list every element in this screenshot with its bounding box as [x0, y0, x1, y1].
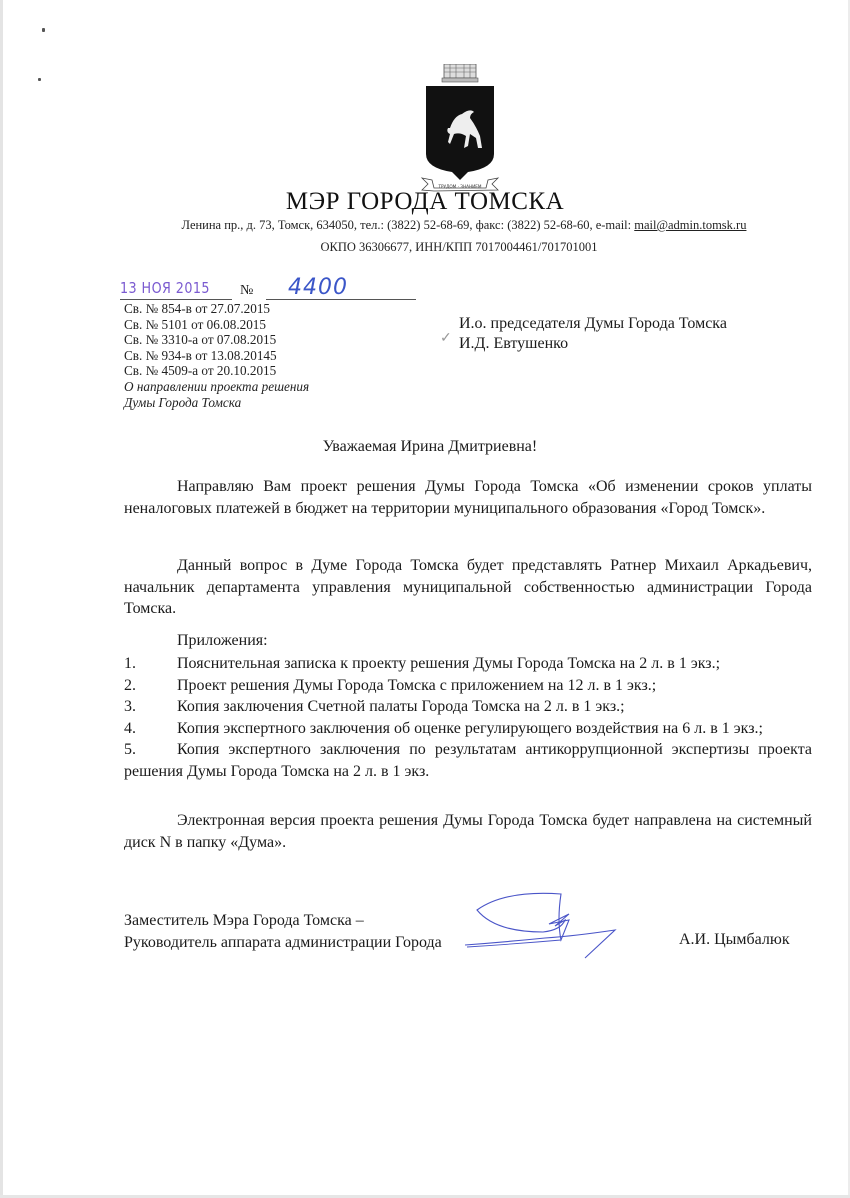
header-address — [0, 218, 850, 233]
number-underline — [266, 299, 416, 300]
attachment-number: 1. — [124, 655, 136, 672]
paragraph-text: Направляю Вам проект решения Думы Города Томска «Об изменении сроков уплаты неналоговых платежей в бюджет на территории муниципального образования «Город Томск». — [124, 478, 812, 517]
svg-text:ТРУДОМ · ЗНАНИЕМ: ТРУДОМ · ЗНАНИЕМ — [438, 184, 482, 189]
body-paragraph-1 — [124, 476, 812, 519]
reference-item: Св. № 934-в от 13.08.20145 — [124, 347, 277, 363]
attachment-text: Копия экспертного заключения по результатам антикоррупционной экспертизы проекта решения Думы Города Томска на 2 л. в 1 экз. — [124, 741, 812, 780]
attachment-item — [124, 696, 812, 718]
registration-line — [120, 275, 410, 301]
attachment-item — [124, 718, 812, 740]
scan-speck — [38, 78, 41, 81]
attachment-number: 3. — [124, 698, 136, 715]
attachments-title: Приложения: — [177, 632, 268, 649]
attachment-text: Пояснительная записка к проекту решения Думы Города Томска на 2 л. в 1 экз.; — [177, 655, 721, 672]
attachments-list — [124, 653, 812, 782]
references-block — [124, 301, 309, 410]
body-paragraph-3 — [124, 810, 812, 853]
addressee-name: И.Д. Евтушенко — [459, 335, 569, 352]
attachment-item — [124, 675, 812, 697]
crown-icon — [442, 64, 478, 82]
address-text: Ленина пр., д. 73, Томск, 634050, тел.: (3822) 52-68-69, факс: (3822) 52-68-60, e-mail: — [181, 218, 635, 232]
scan-speck — [42, 28, 45, 32]
body-paragraph-2 — [124, 555, 812, 620]
attachment-text: Проект решения Думы Города Томска с приложением на 12 л. в 1 экз.; — [177, 676, 657, 694]
paragraph-text: Электронная версия проекта решения Думы Города Томска будет направлена на системный диск N в папку «Дума». — [124, 812, 812, 851]
attachment-item — [124, 739, 812, 782]
subject-line: О направлении проекта решения — [124, 378, 310, 394]
reference-item: Св. № 4509-а от 20.10.2015 — [124, 363, 277, 379]
date-underline — [120, 299, 232, 300]
document-header-title: МЭР ГОРОДА ТОМСКА — [285, 188, 565, 215]
attachment-text: Копия экспертного заключения об оценке регулирующего воздействия на 6 л. в 1 экз.; — [177, 719, 763, 737]
date-stamp: 13 НОЯ 2015 — [120, 279, 210, 297]
signatory-name: А.И. Цымбалюк — [679, 931, 790, 948]
signatory-position-line: Заместитель Мэра Города Томска – — [124, 912, 364, 929]
paragraph-text: Данный вопрос в Думе Города Томска будет представлять Ратнер Михаил Аркадьевич, начальник департамента управления муниципальной собственностью администрации Города Томска. — [124, 557, 812, 617]
check-mark-icon: ✓ — [440, 331, 452, 346]
number-sign: № — [240, 283, 254, 298]
attachment-text: Копия заключения Счетной палаты Города Томска на 2 л. в 1 экз.; — [177, 698, 625, 715]
signatory-position-line: Руководитель аппарата администрации Города — [124, 933, 442, 951]
coat-of-arms-icon — [420, 64, 500, 192]
salutation: Уважаемая Ирина Дмитриевна! — [322, 438, 538, 455]
registration-number: 4400 — [288, 275, 348, 300]
subject-line: Думы Города Томска — [124, 394, 242, 410]
signatory-position — [124, 910, 442, 953]
attachment-number: 2. — [124, 676, 136, 694]
attachment-item — [124, 653, 812, 675]
reference-item: Св. № 5101 от 06.08.2015 — [124, 316, 266, 332]
addressee-position: И.о. председателя Думы Города Томска — [459, 315, 727, 332]
email-link[interactable]: mail@admin.tomsk.ru — [634, 218, 747, 232]
addressee-block — [459, 314, 727, 354]
scan-edge-left — [0, 0, 3, 1198]
attachment-number: 5. — [124, 741, 136, 758]
reference-item: Св. № 3310-а от 07.08.2015 — [124, 332, 277, 348]
handwritten-signature-icon — [465, 890, 625, 960]
reference-item: Св. № 854-в от 27.07.2015 — [124, 301, 271, 316]
attachment-number: 4. — [124, 719, 136, 737]
header-okpo: ОКПО 36306677, ИНН/КПП 7017004461/701701001 — [320, 240, 598, 254]
